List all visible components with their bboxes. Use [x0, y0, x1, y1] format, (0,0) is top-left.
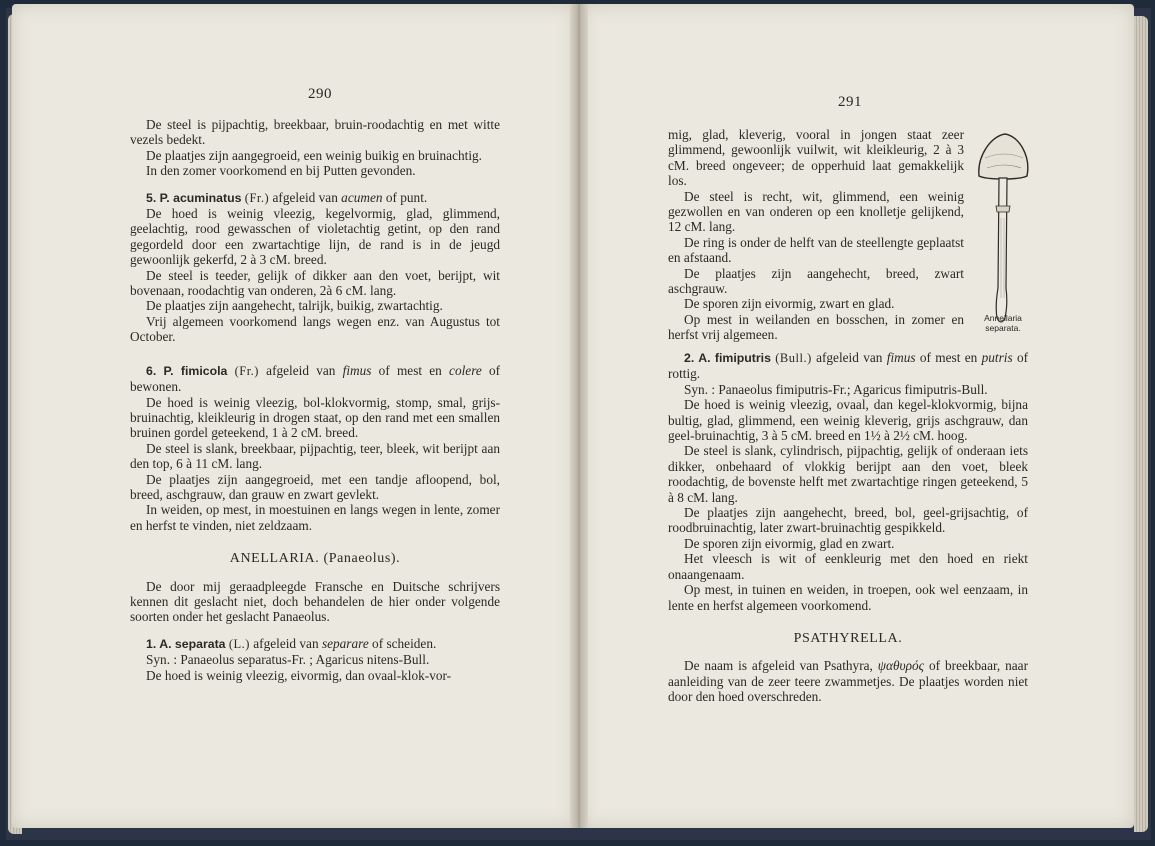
paragraph: De steel is pijpachtig, breekbaar, bruin-roodachtig en met witte vezels bedekt. [130, 117, 500, 148]
species-author: (L.) [228, 636, 250, 651]
paragraph: De plaatjes zijn aangegroeid, met een tandje afloopend, bol, breed, aschgrauw, dan grauw en zwart gevlekt. [130, 471, 500, 502]
page-number-right: 291 [838, 94, 862, 110]
paragraph: In weiden, op mest, in moestuinen en langs wegen in lente, zomer en herfst te vinden, niet zeldzaam. [130, 502, 500, 533]
paragraph: Vrij algemeen voorkomend langs wegen enz. van Augustus tot October. [130, 313, 500, 345]
paragraph: De plaatjes zijn aangehecht, breed, bol, geel-grijsachtig, of roodbruinachtig, later zwart-bruinachtig gespikkeld. [668, 505, 1028, 536]
paragraph: De sporen zijn eivormig, glad en zwart. [684, 535, 895, 551]
genus-paragraph-psathyrella: De naam is afgeleid van Psathyra, ψαθυρός of breekbaar, naar aanleiding van de zeer teere zwammetjes. De plaatjes worden niet door den hoed overschreden. [668, 658, 1028, 705]
latin-term: separare [321, 635, 369, 651]
paragraph: In den zomer voorkomend en bij Putten gevonden. [146, 163, 416, 179]
page-number-left: 290 [308, 86, 332, 102]
species-label: 2. A. fimiputris [684, 351, 771, 365]
paragraph: De steel is slank, breekbaar, pijpachtig, teer, bleek, wit berijpt aan den top, 6 à 11 cM. lang. [130, 440, 500, 472]
paragraph: De hoed is weinig vleezig, bol-klokvormig, stomp, smal, grijs-bruinachtig, kleikleurig in drogen staat, op den rand met een smallen bruinen gordel geteekend, 1 à 2 cM. breed. [130, 394, 500, 441]
paragraph: De hoed is weinig vleezig, eivormig, dan ovaal-klok-vor- [146, 667, 452, 683]
paragraph: De steel is teeder, gelijk of dikker aan den voet, berijpt, wit bovenaan, roodachtig van onderen, 2à 6 cM. lang. [130, 267, 500, 299]
species-author: (Bull.) [775, 351, 812, 365]
species-label: 1. A. separata [146, 636, 226, 651]
latin-term: fimus [342, 362, 372, 378]
species-entry-acuminatus: 5. P. acuminatus (Fr.) afgeleid van acumen of punt. [146, 189, 428, 205]
book-gutter [570, 4, 588, 828]
genus-heading-psathyrella: PSATHYRELLA. [793, 630, 903, 646]
paragraph: Het vleesch is wit of eenkleurig met den hoed en riekt onaangenaam. [668, 551, 1028, 582]
paragraph: Syn. : Panaeolus fimiputris-Fr.; Agaricus fimiputris-Bull. [684, 381, 988, 397]
species-entry-fimicola: 6. P. fimicola (Fr.) afgeleid van fimus of mest en colere of bewonen. [130, 362, 501, 395]
species-entry-fimiputris: 2. A. fimiputris (Bull.) afgeleid van fimus of mest en putris of rottig. [668, 350, 1029, 382]
right-page-edges [1134, 16, 1148, 832]
species-author: (Fr.) [234, 363, 259, 378]
latin-term: putris [981, 350, 1013, 365]
species-entry-separata: 1. A. separata (L.) afgeleid van separare of scheiden. [146, 635, 437, 651]
paragraph: mig, glad, kleverig, vooral in jongen staat zeer glimmend, gewoonlijk vuilwit, wit kleikleurig, 2 à 3 cM. breed ongeveer; de opperhuid laat gemakkelijk los. [668, 127, 964, 189]
right-page-text-top [668, 127, 964, 343]
paragraph: De steel is slank, cylindrisch, pijpachtig, gelijk of onderaan iets dikker, onbehaard of vlokkig berijpt aan den voet, bleek roodachtig, de bovenste helft met zwartachtige ringen geteekend, 5 à 8 cM. lang. [668, 443, 1028, 505]
species-label: 5. P. acuminatus [146, 190, 242, 205]
figure-caption: Annellaria separata. [984, 313, 1022, 333]
latin-term: acumen [341, 189, 383, 205]
genus-heading-anellaria: ANELLARIA. (Panaeolus). [229, 551, 401, 567]
paragraph: De plaatjes zijn aangegroeid, een weinig buikig en bruinachtig. [146, 147, 482, 163]
paragraph: De hoed is weinig vleezig, kegelvormig, glad, glimmend, geelachtig, rood gewasschen of violetachtig getint, op den rand gegordeld door een zwartachtige lijn, de rand is in de jeugd gewoonlijk gekerfd, 2 à 3 cM. breed. [130, 206, 500, 268]
paragraph: De plaatjes zijn aangehecht, talrijk, buikig, zwartachtig. [146, 298, 443, 314]
paragraph: De door mij geraadpleegde Fransche en Duitsche schrijvers kennen dit geslacht niet, doch behandelen de hier onder volgende soorten onder het geslacht Panaeolus. [130, 578, 500, 625]
paragraph: De steel is recht, wit, glimmend, een weinig gezwollen en van onderen op een knolletje gelijkend, 12 cM. lang. [668, 188, 964, 235]
paragraph: De sporen zijn eivormig, zwart en glad. [684, 296, 895, 312]
left-page-text [130, 117, 500, 683]
paragraph: De plaatjes zijn aangehecht, breed, zwart aschgrauw. [668, 265, 964, 297]
latin-term: colere [449, 362, 482, 378]
latin-term: fimus [886, 350, 916, 365]
greek-term: ψαθυρός [877, 658, 925, 674]
paragraph: De hoed is weinig vleezig, ovaal, dan kegel-klokvormig, bijna bultig, glad, glimmend, een weinig kleverig, grijs aschgrauw, dan geel-bruinachtig, 3 à 5 cM. breed en 1½ à 2½ cM. hoog. [668, 397, 1028, 444]
species-label: 6. P. fimicola [146, 363, 228, 378]
right-page-text-bottom [668, 350, 1028, 705]
paragraph: Op mest, in tuinen en weiden, in troepen, ook wel eenzaam, in lente en herfst algemeen voorkomend. [668, 582, 1028, 613]
paragraph: Op mest in weilanden en bosschen, in zomer en herfst vrij algemeen. [668, 311, 964, 343]
paragraph: De ring is onder de helft van de steellengte geplaatst en afstaand. [668, 234, 964, 266]
mushroom-illustration [965, 128, 1043, 338]
paragraph: Syn. : Panaeolus separatus-Fr. ; Agaricus nitens-Bull. [146, 652, 430, 668]
species-author: (Fr.) [244, 190, 270, 205]
